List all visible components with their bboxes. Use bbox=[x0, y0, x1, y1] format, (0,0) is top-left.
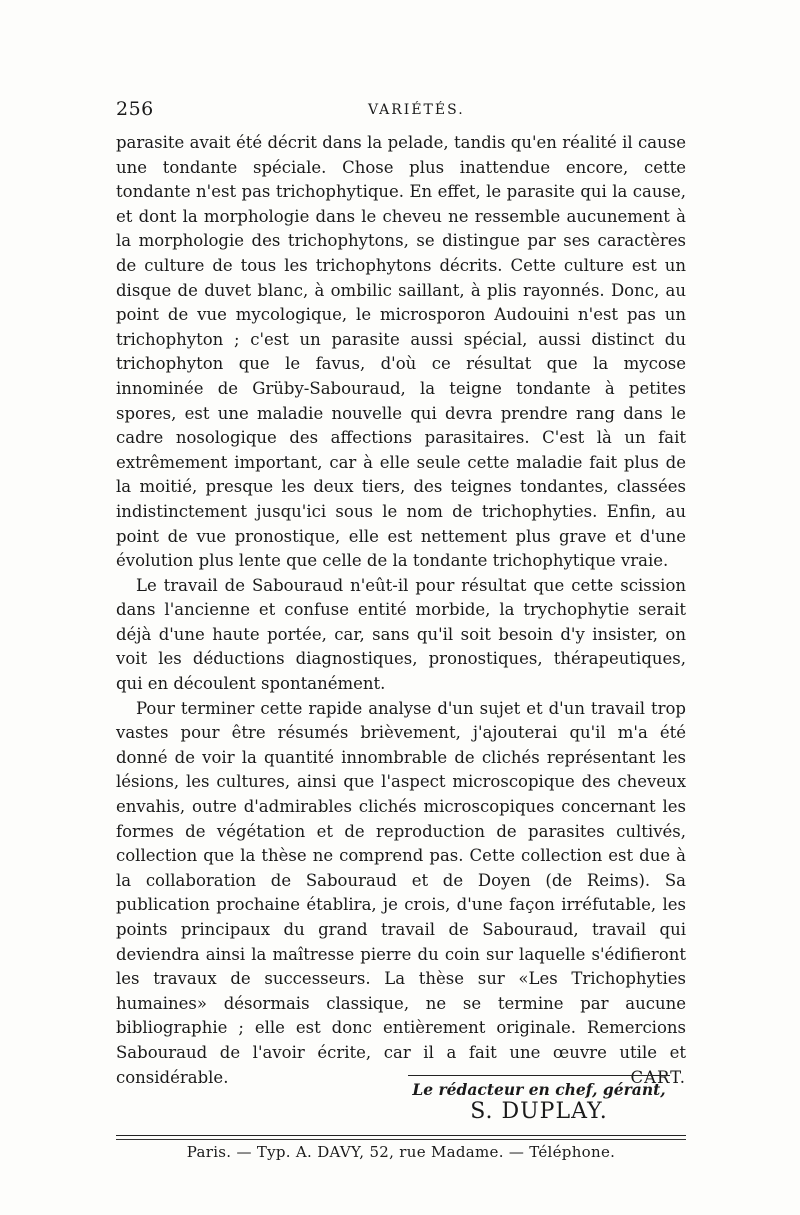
paragraph-3 bbox=[116, 697, 686, 1091]
page-number: 256 bbox=[116, 98, 154, 120]
running-head: VARIÉTÉS. bbox=[368, 102, 465, 118]
page-header bbox=[116, 98, 686, 122]
article-body bbox=[116, 131, 686, 1090]
paragraph-1: parasite avait été décrit dans la pelade, tandis qu'en réalité il cause une tondante spéciale. Chose plus inattendue encore, cette tondante n'est pas trichophytique. En effet, le parasite qui la cause, et dont la morphologie dans le cheveu ne ressemble aucunement à la morphologie des trichophytons, se distingue par ses caractères de culture de tous les trichophytons décrits. Cette culture est un disque de duvet blanc, à ombilic saillant, à plis rayonnés. Donc, au point de vue mycologique, le microsporon Audouini n'est pas un trichophyton ; c'est un parasite aussi spécial, aussi distinct du trichophyton que le favus, d'où ce résultat que la mycose innominée de Grüby-Sabouraud, la teigne tondante à petites spores, est une maladie nouvelle qui devra prendre rang dans le cadre nosologique des affections parasitaires. C'est là un fait extrêmement important, car à elle seule cette maladie fait plus de la moitié, presque les deux tiers, des teignes tondantes, classées indistinctement jusqu'ici sous le nom de trichophyties. Enfin, au point de vue pronostique, elle est nettement plus grave et d'une évolution plus lente que celle de la tondante trichophytique vraie. bbox=[116, 133, 686, 571]
footer-rule-thick bbox=[116, 1135, 686, 1136]
editor-rule bbox=[408, 1075, 670, 1076]
paragraph-2: Le travail de Sabouraud n'eût-il pour résultat que cette scission dans l'ancienne et confuse entité morbide, la trychophytie serait déjà d'une haute portée, car, sans qu'il soit besoin d'y insister, on voit les déductions diagnostiques, pronostiques, thérapeutiques, qui en découlent spontanément. bbox=[116, 575, 686, 694]
footer-rule-thin bbox=[116, 1139, 686, 1140]
printer-imprint: Paris. — Typ. A. DAVY, 52, rue Madame. — Téléphone. bbox=[186, 1143, 616, 1161]
paragraph-3-text: Pour terminer cette rapide analyse d'un sujet et d'un travail trop vastes pour être résumés brièvement, j'ajouterai qu'il m'a été donné de voir la quantité innombrable de clichés représentant les lésions, les cultures, ainsi que l'aspect microscopique des cheveux envahis, outre d'admirables clichés microscopiques concernant les formes de végétation et de reproduction de parasites cultivés, collection que la thèse ne comprend pas. Cette collection est due à la collaboration de Sabouraud et de Doyen (de Reims). Sa publication prochaine établira, je crois, d'une façon irréfutable, les points principaux du grand travail de Sabouraud, travail qui deviendra ainsi la maîtresse pierre du coin sur laquelle s'édifieront les travaux de successeurs. La thèse sur «Les Trichophyties humaines» désormais classique, ne se termine par aucune bibliographie ; elle est donc entièrement originale. Remercions Sabouraud de l'avoir écrite, car il a fait une œuvre utile et considérable. bbox=[116, 698, 686, 1087]
author-signature: CART. bbox=[630, 1067, 686, 1087]
editor-title: Le rédacteur en chef, gérant, bbox=[412, 1080, 666, 1099]
editor-name: S. DUPLAY. bbox=[470, 1099, 608, 1124]
